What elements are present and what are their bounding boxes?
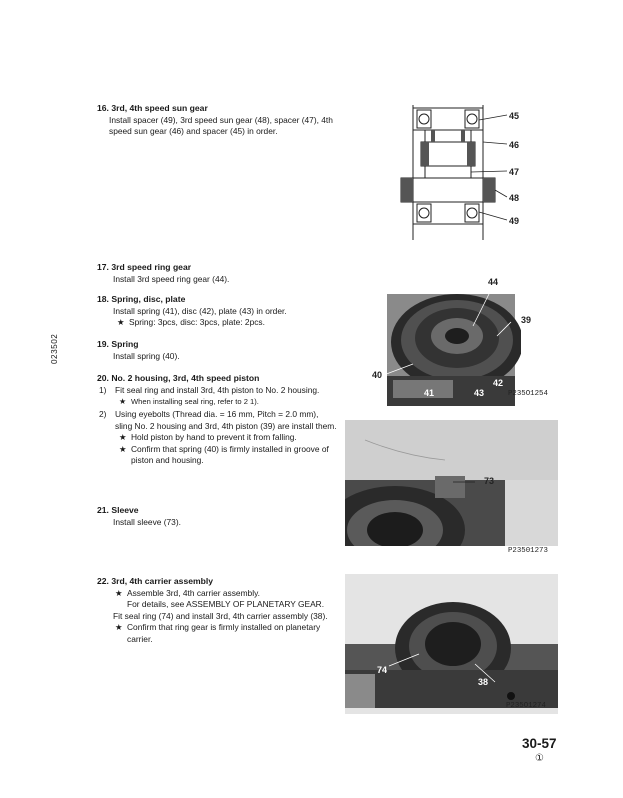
- step-21: [97, 505, 337, 528]
- step-19: [97, 339, 337, 362]
- side-document-code: 023502: [50, 333, 59, 364]
- star-icon: ★: [115, 622, 123, 633]
- callout-49: 49: [509, 216, 520, 226]
- step-title: 18. Spring, disc, plate: [97, 294, 186, 304]
- step-body: Install 3rd speed ring gear (44).: [113, 274, 230, 284]
- step-title: 22. 3rd, 4th carrier assembly: [97, 576, 214, 586]
- star-icon: ★: [119, 443, 127, 454]
- step-22: [97, 576, 337, 645]
- step-18: [97, 294, 337, 329]
- step-body: Install spacer (49), 3rd speed sun gear (48), spacer (47), 4th speed sun gear (46) and spacer (45) in order.: [109, 115, 333, 137]
- photo-code-2: P23501273: [508, 547, 548, 555]
- photo-sleeve: [345, 420, 558, 546]
- step-body: Install spring (41), disc (42), plate (43) in order.: [113, 306, 287, 316]
- callout-48: 48: [509, 193, 520, 203]
- bullet-confirm: ★ Confirm that ring gear is firmly installed on planetary carrier.: [115, 622, 321, 644]
- callout-38: 38: [478, 677, 489, 687]
- bullet-assemble: ★ Assemble 3rd, 4th carrier assembly.: [115, 588, 260, 598]
- step-body: Fit seal ring (74) and install 3rd, 4th carrier assembly (38).: [113, 610, 328, 621]
- callout-74: 74: [377, 665, 388, 675]
- step-title: 16. 3rd, 4th speed sun gear: [97, 103, 208, 113]
- star-icon: ★: [119, 432, 127, 443]
- substep-1: 1) Fit seal ring and install 3rd, 4th piston to No. 2 housing.: [99, 385, 320, 395]
- step-body: Install spring (40).: [113, 351, 180, 361]
- step-title: 21. Sleeve: [97, 505, 139, 515]
- callout-73: 73: [484, 476, 495, 486]
- photo-carrier-assembly: [345, 574, 558, 714]
- substep-2-bullet-2: ★ Confirm that spring (40) is firmly installed in groove of piston and housing.: [119, 443, 329, 466]
- substep-2-bullet-1: ★ Hold piston by hand to prevent it from falling.: [119, 432, 297, 443]
- photo-code-1: P235O1254: [508, 390, 548, 398]
- page-number: 30-57: [522, 736, 557, 751]
- bullet-continuation: For details, see ASSEMBLY OF PLANETARY GEAR.: [127, 599, 325, 610]
- callout-39: 39: [521, 315, 532, 325]
- callout-47: 47: [509, 167, 520, 177]
- step-title: 19. Spring: [97, 339, 139, 349]
- step-16: [97, 103, 335, 138]
- step-title: 17. 3rd speed ring gear: [97, 262, 192, 272]
- callout-46: 46: [509, 140, 520, 150]
- callout-45: 45: [509, 111, 520, 121]
- step-17: [97, 262, 337, 285]
- callout-43: 43: [474, 388, 485, 398]
- step-body: Install sleeve (73).: [113, 517, 181, 527]
- substep-2: 2) Using eyebolts (Thread dia. = 16 mm, Pitch = 2.0 mm), sling No. 2 housing and 3rd, 4th piston (39) are install them.: [99, 409, 337, 431]
- star-icon: ★: [117, 317, 125, 328]
- step-title: 20. No. 2 housing, 3rd, 4th speed piston: [97, 373, 260, 383]
- photo-spring-disc-plate: [373, 280, 521, 410]
- star-icon: ★: [119, 397, 127, 407]
- callout-44: 44: [488, 277, 499, 287]
- revision-mark: ①: [535, 753, 544, 764]
- callout-41: 41: [424, 388, 435, 398]
- bullet-note: ★ Spring: 3pcs, disc: 3pcs, plate: 2pcs.: [117, 317, 265, 328]
- substep-1-note: ★ When installing seal ring, refer to 2 1).: [119, 397, 259, 407]
- callout-42: 42: [493, 378, 504, 388]
- callout-40: 40: [372, 370, 383, 380]
- star-icon: ★: [115, 588, 123, 598]
- photo-code-3: P235O1274: [506, 702, 546, 710]
- step-20: [97, 373, 337, 466]
